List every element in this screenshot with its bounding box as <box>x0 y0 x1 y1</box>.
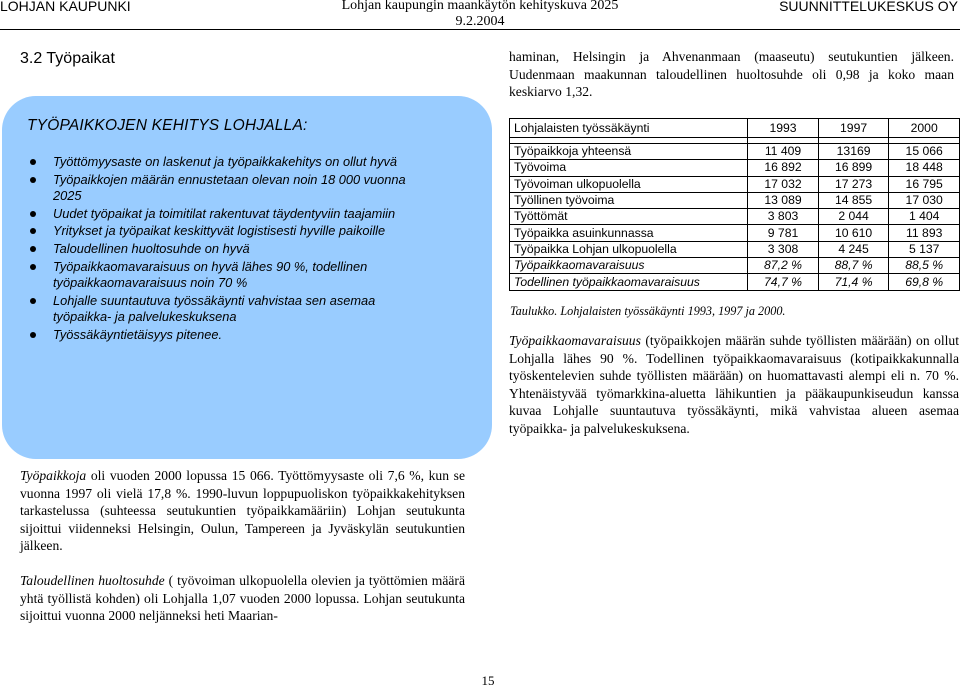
summary-item: Työssäkäyntietäisyys pitenee. <box>30 327 410 343</box>
cell-2000: 69,8 % <box>889 274 960 290</box>
header-company: SUUNNITTELUKESKUS OY <box>779 0 958 14</box>
cell-2000: 16 795 <box>889 176 960 192</box>
bullet-icon <box>30 211 36 217</box>
table-row <box>510 241 960 257</box>
summary-item: Lohjalle suuntautuva työssäkäynti vahvistaa sen asemaa työpaikka- ja palvelukeskuksena <box>30 293 410 325</box>
row-label: Työpaikkoja yhteensä <box>510 144 748 160</box>
cell-1997: 17 273 <box>818 176 889 192</box>
row-label: Työvoima <box>510 160 748 176</box>
table-row <box>510 225 960 241</box>
self-sufficiency-paragraph <box>509 332 959 437</box>
table-header-year: 1997 <box>818 119 889 138</box>
summary-box <box>2 96 492 459</box>
table-header-label: Lohjalaisten työssäkäynti <box>510 119 748 138</box>
bullet-icon <box>30 264 36 270</box>
cell-1993: 87,2 % <box>748 258 819 274</box>
bullet-icon <box>30 246 36 252</box>
dependency-lead: Taloudellinen huoltosuhde <box>20 573 165 588</box>
jobs-lead: Työpaikkoja <box>20 468 87 483</box>
table-row <box>510 274 960 290</box>
self-sufficiency-text: (työpaikkojen määrän suhde työllisten määrään) on ollut Lohjalla lähes 90 %. Todellinen työpaikkaomavaraisuus (kotipaikkakunnalla työskentelevien suhde työllisten määrään) on huomattavasti alempi eli n. 70 %. Yhtenäistyvää työmarkkina-aluetta lähikuntien ja pääkaupunkiseudun kanssa kuvaa Lohjalle suuntautuva työssäkäynti, mikä vahvistaa alueen asemaa työpaikka- ja palvelukeskuksena. <box>509 333 959 436</box>
bullet-icon <box>30 177 36 183</box>
table-row <box>510 209 960 225</box>
header-date: 9.2.2004 <box>455 14 505 29</box>
cell-2000: 1 404 <box>889 209 960 225</box>
self-sufficiency-lead: Työpaikkaomavaraisuus <box>509 333 641 348</box>
cell-1993: 17 032 <box>748 176 819 192</box>
cell-1997: 10 610 <box>818 225 889 241</box>
table-row <box>510 160 960 176</box>
table-row <box>510 176 960 192</box>
cell-1993: 9 781 <box>748 225 819 241</box>
row-label: Työllinen työvoima <box>510 192 748 208</box>
dependency-text: ( työvoiman ulkopuolella olevien ja työttömien määrä yhtä työllistä kohden) oli Lohjalla 1,07 vuoden 2000 lopussa. Lohjan seutukunta sijoittui vuonna 2000 neljänneksi heti Maarian- <box>20 573 465 623</box>
summary-item: Työpaikkojen määrän ennustetaan olevan noin 18 000 vuonna 2025 <box>30 172 410 204</box>
cell-1993: 16 892 <box>748 160 819 176</box>
header-rule <box>0 29 960 30</box>
row-label: Työpaikka Lohjan ulkopuolella <box>510 241 748 257</box>
cell-1997: 4 245 <box>818 241 889 257</box>
bullet-icon <box>30 228 36 234</box>
row-label: Todellinen työpaikkaomavaraisuus <box>510 274 748 290</box>
summary-item: Työpaikkaomavaraisuus on hyvä lähes 90 %, todellinen työpaikkaomavaraisuus noin 70 % <box>30 259 410 291</box>
cell-1997: 71,4 % <box>818 274 889 290</box>
summary-item: Uudet työpaikat ja toimitilat rakentuvat täydentyviin taajamiin <box>30 206 410 222</box>
cell-2000: 18 448 <box>889 160 960 176</box>
bullet-icon <box>30 332 36 338</box>
cell-1997: 16 899 <box>818 160 889 176</box>
cell-1993: 11 409 <box>748 144 819 160</box>
cell-1997: 88,7 % <box>818 258 889 274</box>
summary-box-title: TYÖPAIKKOJEN KEHITYS LOHJALLA: <box>27 117 308 134</box>
table-row <box>510 144 960 160</box>
summary-item: Yritykset ja työpaikat keskittyvät logistisesti hyville paikoille <box>30 223 410 239</box>
cell-2000: 15 066 <box>889 144 960 160</box>
row-label: Työttömät <box>510 209 748 225</box>
header-title-line1: Lohjan kaupungin maankäytön kehityskuva 2025 <box>341 0 619 13</box>
table-row <box>510 192 960 208</box>
cell-1993: 13 089 <box>748 192 819 208</box>
table-header-year: 2000 <box>889 119 960 138</box>
summary-item: Taloudellinen huoltosuhde on hyvä <box>30 241 410 257</box>
cell-2000: 88,5 % <box>889 258 960 274</box>
jobs-text: oli vuoden 2000 lopussa 15 066. Työttömyysaste oli 7,6 %, kun se vuonna 1997 oli vielä 17,8 %. 1990-luvun loppupuoliskon työpaikkakehityksen tarkastelussa (suhteessa seutukuntien työpaikkamääriin) Lohjan seutukunta sijoittui viidenneksi Helsingin, Oulun, Tampereen ja Jyväskylän seutukuntien jälkeen. <box>20 468 465 553</box>
commuting-table <box>509 118 960 291</box>
cell-1997: 2 044 <box>818 209 889 225</box>
page-number: 15 <box>481 673 495 688</box>
table-header-row <box>510 119 960 138</box>
cell-1993: 3 308 <box>748 241 819 257</box>
bullet-icon <box>30 298 36 304</box>
row-label: Työpaikkaomavaraisuus <box>510 258 748 274</box>
cell-1997: 13169 <box>818 144 889 160</box>
section-title: 3.2 Työpaikat <box>20 50 115 67</box>
summary-list <box>30 154 410 344</box>
cell-2000: 11 893 <box>889 225 960 241</box>
cell-2000: 17 030 <box>889 192 960 208</box>
jobs-paragraph <box>20 467 465 555</box>
bullet-icon <box>30 159 36 165</box>
cell-1993: 74,7 % <box>748 274 819 290</box>
table-header-year: 1993 <box>748 119 819 138</box>
cell-1997: 14 855 <box>818 192 889 208</box>
table-caption: Taulukko. Lohjalaisten työssäkäynti 1993, 1997 ja 2000. <box>510 304 786 318</box>
page-header <box>0 0 960 30</box>
dependency-paragraph <box>20 572 465 625</box>
cell-2000: 5 137 <box>889 241 960 257</box>
dependency-continued-paragraph: haminan, Helsingin ja Ahvenanmaan (maaseutu) seutukuntien jälkeen. Uudenmaan maakunnan taloudellinen huoltosuhde oli 0,98 ja koko maan keskiarvo 1,32. <box>509 49 954 99</box>
cell-1993: 3 803 <box>748 209 819 225</box>
summary-item: Työttömyysaste on laskenut ja työpaikkakehitys on ollut hyvä <box>30 154 410 170</box>
table-row <box>510 258 960 274</box>
row-label: Työpaikka asuinkunnassa <box>510 225 748 241</box>
header-org: LOHJAN KAUPUNKI <box>0 0 131 14</box>
row-label: Työvoiman ulkopuolella <box>510 176 748 192</box>
